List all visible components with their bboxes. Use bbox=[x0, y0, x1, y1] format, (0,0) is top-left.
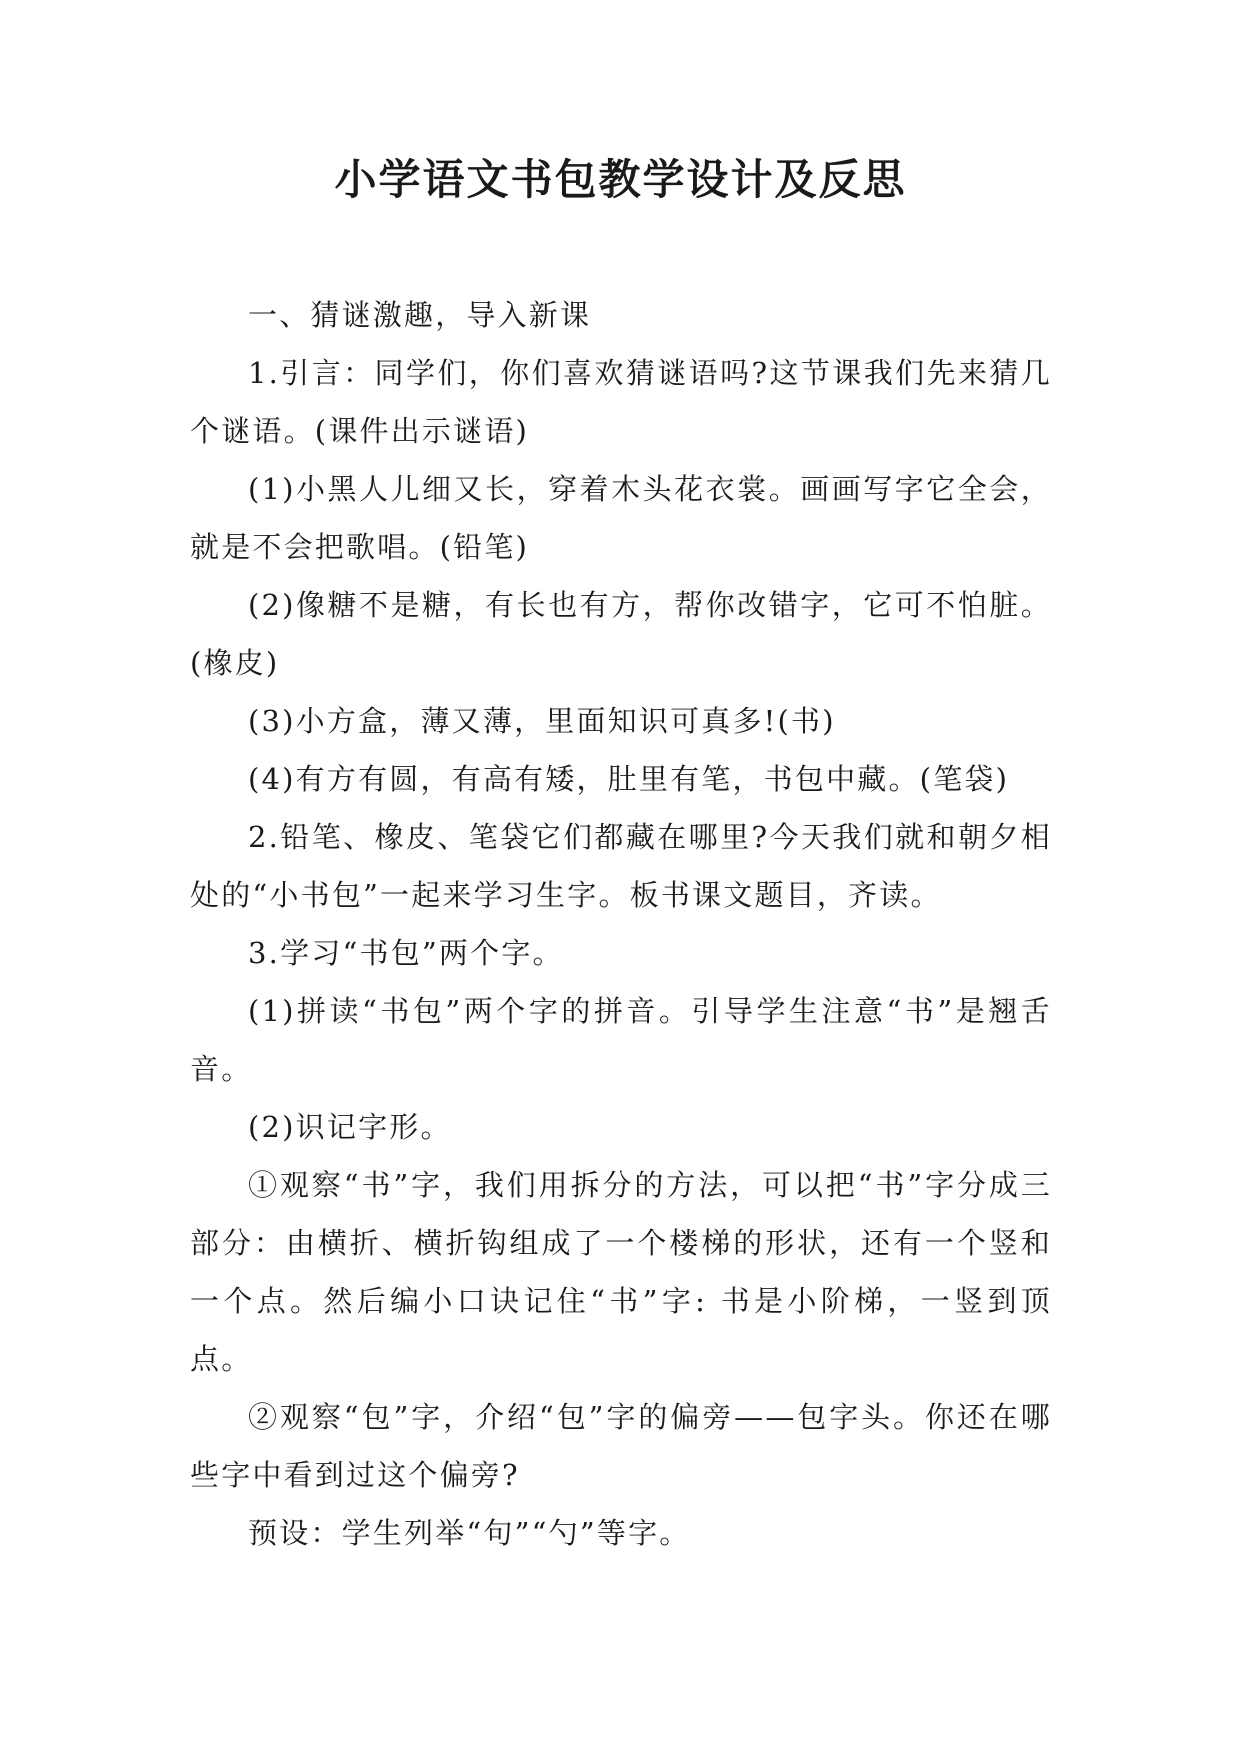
document-body bbox=[190, 286, 1052, 1562]
paragraph: (3)小方盒，薄又薄，里面知识可真多!(书) bbox=[248, 704, 836, 738]
paragraph: ①观察“书”字，我们用拆分的方法，可以把“书”字分成三部分：由横折、横折钩组成了一个楼梯的形状，还有一个竖和一个点。然后编小口诀记住“书”字: 书是小阶梯，一竖到顶点。 bbox=[190, 1168, 1052, 1376]
paragraph: 3.学习“书包”两个字。 bbox=[248, 936, 564, 970]
paragraph: (1)小黑人儿细又长，穿着木头花衣裳。画画写字它全会，就是不会把歌唱。(铅笔) bbox=[190, 472, 1052, 564]
document-title: 小学语文书包教学设计及反思 bbox=[334, 155, 907, 204]
paragraph: (4)有方有圆，有高有矮，肚里有笔，书包中藏。(笔袋) bbox=[248, 762, 1010, 796]
paragraph: 2.铅笔、橡皮、笔袋它们都藏在哪里?今天我们就和朝夕相处的“小书包”一起来学习生字。板书课文题目，齐读。 bbox=[190, 820, 1052, 912]
paragraph: (2)像糖不是糖，有长也有方，帮你改错字，它可不怕脏。(橡皮) bbox=[190, 588, 1052, 680]
paragraph: (1)拼读“书包”两个字的拼音。引导学生注意“书”是翘舌音。 bbox=[190, 994, 1052, 1086]
paragraph: (2)识记字形。 bbox=[248, 1110, 452, 1144]
section-heading: 一、猜谜激趣，导入新课 bbox=[248, 298, 592, 332]
paragraph: 1.引言：同学们，你们喜欢猜谜语吗?这节课我们先来猜几个谜语。(课件出示谜语) bbox=[190, 356, 1052, 448]
paragraph: ②观察“包”字，介绍“包”字的偏旁——包字头。你还在哪些字中看到过这个偏旁? bbox=[190, 1400, 1052, 1492]
paragraph: 预设：学生列举“句”“勺”等字。 bbox=[248, 1516, 691, 1550]
